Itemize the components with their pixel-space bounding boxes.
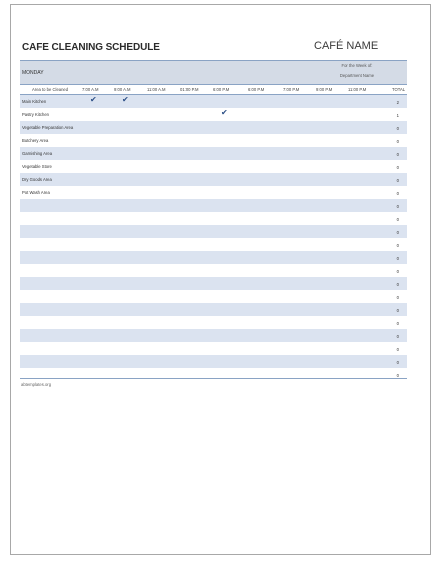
week-label: For the Week of: xyxy=(341,63,373,68)
checkmark-icon: ✔ xyxy=(122,95,129,104)
area-cell: Butchery Area xyxy=(22,138,49,143)
table-row xyxy=(20,342,407,355)
table-row xyxy=(20,225,407,238)
total-cell: 0 xyxy=(396,321,399,326)
table-row xyxy=(20,199,407,212)
total-cell: 0 xyxy=(396,204,399,209)
total-cell: 0 xyxy=(396,139,399,144)
table-row xyxy=(20,238,407,251)
table-row xyxy=(20,277,407,290)
area-cell: Garnishing Area xyxy=(22,151,53,156)
area-cell: Pot Wash Area xyxy=(22,190,50,195)
total-cell: 0 xyxy=(396,269,399,274)
area-cell: Vegetable Preparation Area xyxy=(22,125,74,130)
total-cell: 1 xyxy=(396,113,399,118)
table-row xyxy=(20,264,407,277)
total-cell: 0 xyxy=(396,360,399,365)
table-row xyxy=(20,303,407,316)
checkmark-icon: ✔ xyxy=(90,95,97,104)
table-row xyxy=(20,212,407,225)
table-row xyxy=(20,95,407,108)
header-time: 11:00 P.M xyxy=(348,87,367,92)
table-row xyxy=(20,147,407,160)
header-time: 9:00 A.M xyxy=(114,87,131,92)
header-time: 6:00 P.M xyxy=(213,87,230,92)
total-cell: 0 xyxy=(396,282,399,287)
area-cell: Vegetable Store xyxy=(22,164,52,169)
area-cell: Main Kitchen xyxy=(22,99,47,104)
band-rule xyxy=(20,84,407,85)
header-time: 9:00 P.M xyxy=(316,87,333,92)
page-title: CAFE CLEANING SCHEDULE xyxy=(22,42,160,53)
table-row xyxy=(20,290,407,303)
schedule-table xyxy=(20,95,407,381)
total-cell: 0 xyxy=(396,373,399,378)
total-cell: 0 xyxy=(396,256,399,261)
header-time: 11:00 A.M xyxy=(147,87,166,92)
area-cell: Dry Goods Area xyxy=(22,177,52,182)
total-cell: 0 xyxy=(396,165,399,170)
table-row xyxy=(20,329,407,342)
total-cell: 0 xyxy=(396,243,399,248)
total-cell: 0 xyxy=(396,152,399,157)
header-time: 01:00 P.M xyxy=(180,87,199,92)
total-cell: 0 xyxy=(396,126,399,131)
table-row xyxy=(20,186,407,199)
table-row xyxy=(20,251,407,264)
total-cell: 0 xyxy=(396,295,399,300)
total-cell: 0 xyxy=(396,217,399,222)
table-row xyxy=(20,160,407,173)
table-row xyxy=(20,134,407,147)
header-time: 7:00 P.M xyxy=(283,87,300,92)
table-row xyxy=(20,355,407,368)
department-label: Department Name xyxy=(339,73,375,78)
day-label: MONDAY xyxy=(22,70,44,76)
header-time: 6:00 P.M xyxy=(248,87,265,92)
table-row xyxy=(20,121,407,134)
total-cell: 0 xyxy=(396,191,399,196)
header-time: 7:00 A.M xyxy=(82,87,99,92)
total-cell: 0 xyxy=(396,308,399,313)
area-cell: Pastry Kitchen xyxy=(22,112,49,117)
total-cell: 2 xyxy=(396,100,399,105)
cafe-name: CAFÉ NAME xyxy=(314,40,379,52)
total-cell: 0 xyxy=(396,347,399,352)
header-area: Area to be Cleaned xyxy=(32,87,69,92)
footer-source: abtemplates.org xyxy=(21,382,52,387)
table-row xyxy=(20,368,407,381)
checkmark-icon: ✔ xyxy=(221,108,228,117)
table-bottom-rule xyxy=(20,378,407,379)
table-row xyxy=(20,108,407,121)
table-row xyxy=(20,173,407,186)
header-total: TOTAL xyxy=(392,87,406,92)
total-cell: 0 xyxy=(396,334,399,339)
total-cell: 0 xyxy=(396,230,399,235)
table-row xyxy=(20,316,407,329)
total-cell: 0 xyxy=(396,178,399,183)
